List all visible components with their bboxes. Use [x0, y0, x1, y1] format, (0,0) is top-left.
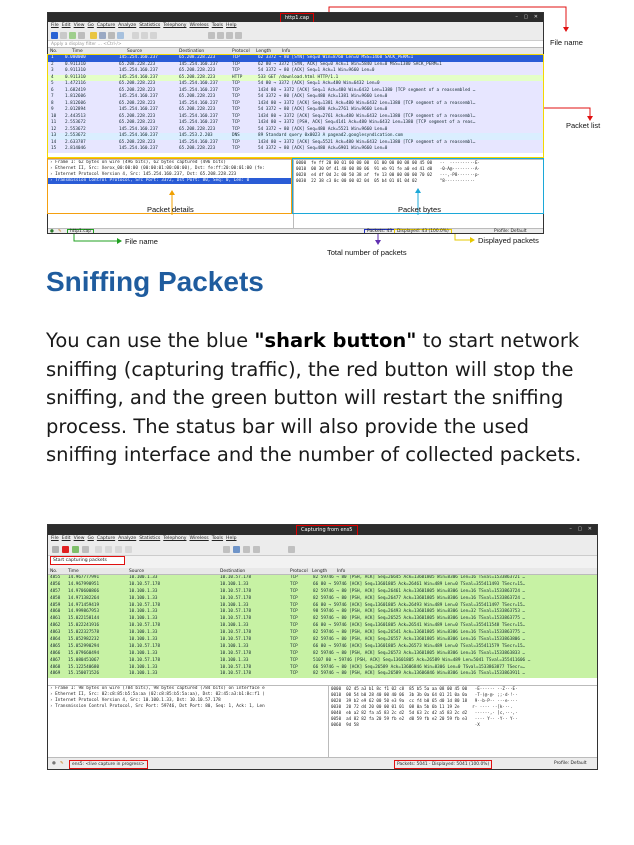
cell-no: 4858	[50, 595, 61, 601]
options-gear-icon[interactable]	[82, 546, 89, 553]
cell-src: 10.10.57.178	[129, 657, 161, 663]
packet-list-header	[48, 568, 597, 575]
cell-time: 2.012894	[65, 107, 86, 112]
hex-row: 0060 9d 58 ·X	[331, 722, 480, 727]
cell-no: 9	[51, 107, 54, 112]
detail-row[interactable]: › Ethernet II, Src: Xerox_00:00:00 (00:00:01:00:00:00), Dst: fe:ff:20:00:01:00 (fe:	[50, 166, 265, 171]
col-time[interactable]: Time	[68, 569, 79, 574]
cell-src: 65.208.228.223	[119, 120, 156, 125]
col-no[interactable]: No.	[50, 569, 58, 574]
cell-no: 14	[51, 139, 57, 145]
cell-dst: 10.100.1.33	[220, 602, 249, 608]
cell-info: 98 59746 → 80 [PSH, ACK] Seq=26493 Ack=13601805 Win=8306 Len=32 TSval=1533863753 …	[313, 609, 526, 615]
cell-src: 65.208.228.223	[119, 81, 156, 86]
cell-src: 65.208.228.223	[119, 100, 156, 106]
hex-row: 0040 eb a2 82 fa a5 83 2c d2 5d 63 2c d2 a5 83 2c d2 ······,· ]c,···,·	[331, 710, 518, 715]
cell-dst: 10.10.57.178	[220, 630, 252, 636]
cell-time: 1.812606	[65, 100, 86, 106]
status-packets-count: Packets: 43	[364, 229, 395, 234]
status-displayed-count: Displayed: 43 (100.0%)	[394, 229, 452, 234]
col-destination[interactable]: Destination	[220, 569, 246, 574]
table-row[interactable]	[48, 658, 597, 665]
hex-row: 0050 a4 82 82 fa 20 59 fb e2 d0 59 fb e2 20 59 fb e3 ···· Y·· ·Y·· Y··	[331, 716, 518, 721]
cell-no: 4855	[50, 575, 61, 580]
cell-time: 2.553672	[65, 126, 86, 132]
hex-row: 0020 39 b2 e9 62 00 50 e3 9a cc f4 b0 65 d0 1d 80 18 9··b·P·· ···e····	[331, 698, 518, 703]
status-comment-icon: ✎	[60, 761, 64, 766]
cell-info: 82 59746 → 80 [PSH, ACK] Seq=26573 Ack=13601805 Win=8306 Len=16 TSval=1533863833 …	[313, 650, 526, 656]
menu-item-view[interactable]: View	[73, 23, 85, 28]
cell-src: 10.10.57.178	[129, 602, 161, 608]
status-profile: Profile: Default	[494, 229, 527, 234]
cell-time: 2.553672	[65, 133, 86, 138]
menu-item-go[interactable]: Go	[87, 23, 94, 28]
cell-time: 15.080451067	[68, 657, 100, 663]
cell-src: 145.254.160.237	[119, 74, 158, 80]
hex-row: 0000 02 45 a3 b1 8c f1 02 c8 85 b5 5a aa 08 00 45 00 ·E······ ··Z···E·	[331, 686, 518, 691]
col-info[interactable]: Info	[282, 49, 291, 54]
cell-proto: TCP	[290, 623, 298, 629]
cell-src: 145.254.160.237	[119, 107, 158, 112]
cell-src: 10.100.1.33	[129, 609, 158, 615]
cell-proto: DNS	[232, 133, 240, 138]
menu-item-telephony[interactable]: Telephony	[163, 536, 187, 541]
cell-info: 533 GET /download.html HTTP/1.1	[258, 74, 339, 80]
menu-item-go[interactable]: Go	[87, 536, 94, 541]
cell-time: 15.052982232	[68, 637, 100, 643]
cell-dst: 10.10.57.178	[220, 575, 252, 580]
cell-dst: 10.10.57.178	[220, 650, 252, 656]
hex-row: 0000 fe ff 20 00 01 00 00 00 01 00 00 00 08 00 45 00 ·· ··········E·	[296, 160, 481, 165]
cell-time: 15.022327578	[68, 630, 100, 636]
menu-item-telephony[interactable]: Telephony	[163, 23, 187, 28]
cell-proto: HTTP	[232, 74, 243, 80]
table-row[interactable]	[48, 596, 597, 603]
cell-info: 82 59746 → 80 [PSH, ACK] Seq=26645 Ack=13601805 Win=8306 Len=16 TSval=1533863721 …	[313, 575, 526, 580]
packet-list	[48, 575, 597, 685]
cell-time: 2.553672	[65, 120, 86, 125]
cell-src: 65.208.228.223	[119, 61, 156, 67]
col-length[interactable]: Length	[256, 49, 272, 54]
cell-proto: TCP	[290, 616, 298, 622]
detail-row[interactable]: › Ethernet II, Src: 02:c8:85:b5:5a:aa (02:c8:85:b5:5a:aa), Dst: 02:45:a3:b1:8c:f1 (	[50, 692, 265, 697]
detail-row[interactable]: › Transmission Control Protocol, Src Port: 59746, Dst Port: 80, Seq: 1, Ack: 1, Len	[50, 704, 265, 709]
menu-item-help[interactable]: Help	[226, 536, 237, 541]
cell-src: 65.208.228.223	[119, 113, 156, 119]
cell-src: 145.254.160.237	[119, 55, 158, 60]
cell-src: 145.254.160.237	[119, 146, 158, 151]
cell-proto: TCP	[290, 643, 298, 649]
cell-info: 54 3372 → 80 [ACK] Seq=480 Ack=5521 Win=9660 Len=0	[258, 126, 388, 132]
cell-time: 15.150071526	[68, 671, 100, 677]
cell-info: 54 3372 → 80 [ACK] Seq=1 Ack=1 Win=9660 Len=0	[258, 68, 375, 73]
cell-proto: TCP	[290, 602, 298, 608]
annotation-file-name-top: File name	[550, 38, 583, 47]
cell-time: 15.022241916	[68, 623, 100, 629]
cell-proto: TCP	[290, 609, 298, 615]
cell-dst: 65.208.228.223	[179, 94, 216, 99]
display-filter-input[interactable]: Apply a display filter … <Ctrl-/>	[48, 41, 543, 48]
para-part-1: You can use the blue	[46, 329, 255, 352]
menu-item-capture[interactable]: Capture	[96, 536, 116, 541]
cell-no: 4859	[50, 602, 61, 608]
cell-time: 14.967777991	[68, 575, 100, 580]
cell-info: 89 Standard query 0x0023 A pagead2.googlesyndication.com	[258, 133, 403, 138]
save-file-icon[interactable]	[105, 546, 112, 553]
cell-no: 4857	[50, 588, 61, 594]
menu-item-tools[interactable]: Tools	[211, 536, 224, 541]
cell-dst: 145.254.160.237	[179, 100, 218, 106]
hex-row: 0030 22 38 c3 0c 00 00 02 04 05 b4 01 01 04 02 "8············	[296, 178, 475, 183]
title-bar	[48, 525, 597, 535]
status-packets-count: Packets: 5041 · Displayed: 5041 (100.0%)	[394, 760, 492, 769]
cell-src: 145.254.160.237	[119, 126, 158, 132]
annotation-packet-details: Packet details	[147, 205, 194, 214]
cell-proto: TCP	[232, 113, 240, 119]
cell-time: 14.999867953	[68, 609, 100, 615]
section-paragraph	[46, 327, 606, 470]
cell-dst: 10.100.1.33	[220, 581, 249, 587]
close-file-icon[interactable]	[115, 546, 122, 553]
col-destination[interactable]: Destination	[179, 49, 205, 54]
col-length[interactable]: Length	[312, 569, 328, 574]
cell-src: 10.100.1.33	[129, 575, 158, 580]
menu-item-view[interactable]: View	[73, 536, 85, 541]
cell-dst: 145.254.160.237	[179, 61, 218, 67]
cell-no: 4864	[50, 637, 61, 643]
cell-dst: 10.10.57.178	[220, 609, 252, 615]
cell-time: 14.971382264	[68, 595, 100, 601]
cell-no: 4865	[50, 643, 61, 649]
menu-item-tools[interactable]: Tools	[211, 23, 224, 28]
cell-no: 1	[51, 55, 54, 60]
window-controls-icon: – ▢ ✕	[569, 526, 594, 532]
cell-src: 10.100.1.33	[129, 637, 158, 643]
cell-dst: 10.10.57.178	[220, 616, 252, 622]
table-row[interactable]	[48, 671, 597, 678]
colorize-icon[interactable]	[223, 546, 230, 553]
cell-time: 15.052990294	[68, 643, 100, 649]
cell-info: 5107 80 → 59746 [PSH, ACK] Seq=13601805 Ack=26589 Win=489 Len=5041 TSval=355411606 …	[313, 657, 531, 663]
cell-info: 66 80 → 59746 [ACK] Seq=13601805 Ack=26573 Win=489 Len=0 TSval=355411579 TSecr=15…	[313, 643, 526, 649]
toolbar	[48, 543, 597, 556]
menu-item-file[interactable]: File	[51, 23, 59, 28]
cell-no: 4868	[50, 664, 61, 670]
menu-item-edit[interactable]: Edit	[61, 536, 71, 541]
cell-time: 15.079660494	[68, 650, 100, 656]
cell-info: 82 59746 → 80 [PSH, ACK] Seq=26525 Ack=13601805 Win=8306 Len=16 TSval=1533863775 …	[313, 616, 526, 622]
detail-row[interactable]: › Frame 1: 62 bytes on wire (496 bits), 62 bytes captured (496 bits)	[50, 160, 226, 165]
cell-time: 2.814046	[65, 146, 86, 151]
cell-proto: TCP	[232, 107, 240, 112]
cell-no: 12	[51, 126, 57, 132]
cell-no: 5	[51, 81, 54, 86]
cell-time: 14.971459419	[68, 602, 100, 608]
cell-no: 6	[51, 87, 54, 93]
cell-proto: TCP	[290, 595, 298, 601]
annotation-file-name-bottom: File name	[125, 237, 158, 246]
cell-dst: 145.253.2.203	[179, 133, 213, 138]
annotation-arrows	[0, 0, 634, 262]
cell-proto: TCP	[290, 650, 298, 656]
cell-src: 10.100.1.33	[129, 588, 158, 594]
cell-dst: 145.254.160.237	[179, 139, 218, 145]
cell-time: 1.472116	[65, 81, 86, 86]
window-controls-icon: – ▢ ✕	[515, 14, 540, 20]
cell-src: 10.100.1.33	[129, 616, 158, 622]
menu-item-analyze[interactable]: Analyze	[118, 23, 137, 28]
cell-proto: TCP	[290, 664, 298, 670]
cell-no: 4867	[50, 657, 61, 663]
cell-no: 4861	[50, 616, 61, 622]
cell-proto: TCP	[232, 87, 240, 93]
cell-proto: TCP	[290, 630, 298, 636]
table-row[interactable]	[48, 630, 597, 637]
cell-src: 10.100.1.33	[129, 671, 158, 677]
cell-no: 10	[51, 113, 57, 119]
cell-src: 10.100.1.33	[129, 664, 158, 670]
status-profile: Profile: Default	[554, 761, 587, 766]
shark-fin-start-icon[interactable]	[52, 546, 59, 553]
cell-dst: 10.100.1.33	[220, 657, 249, 663]
stop-capture-icon[interactable]	[62, 546, 69, 553]
annotation-total-packets: Total number of packets	[327, 248, 407, 257]
cell-src: 145.254.160.237	[119, 68, 158, 73]
cell-dst: 145.254.160.237	[179, 120, 218, 125]
cell-src: 10.100.1.33	[129, 650, 158, 656]
cell-no: 13	[51, 133, 57, 138]
cell-info: 66 80 → 59746 [ACK] Seq=13601805 Ack=26461 Win=489 Len=0 TSval=355411493 TSecr=15…	[313, 581, 526, 587]
menu-bar	[48, 535, 597, 543]
col-source[interactable]: Source	[129, 569, 145, 574]
para-bold-shark-button: "shark button"	[254, 329, 417, 352]
table-row[interactable]	[48, 589, 597, 596]
status-interface: ens5: <live capture in progress>	[69, 760, 148, 769]
cell-info: 1434 80 → 3372 [ACK] Seq=5521 Ack=480 Win=6432 Len=1380 [TCP segment of a reassembl…	[258, 139, 476, 145]
zoom-in-icon[interactable]	[243, 546, 250, 553]
cell-info: 62 3372 → 80 [SYN] Seq=0 Win=8760 Len=0 MSS=1460 SACK_PERM=1	[258, 55, 414, 60]
status-bar	[48, 757, 597, 769]
cell-proto: TCP	[290, 637, 298, 643]
table-row[interactable]	[48, 644, 597, 651]
cell-no: 3	[51, 68, 54, 73]
menu-item-wireless[interactable]: Wireless	[189, 23, 209, 28]
cell-src: 145.254.160.237	[119, 133, 158, 138]
cell-no: 4856	[50, 581, 61, 587]
cell-src: 10.100.1.33	[129, 630, 158, 636]
menu-item-statistics[interactable]: Statistics	[139, 23, 161, 28]
hex-row: 0030 20 72 d4 20 00 00 01 01 08 0a 5b 6b 11 19 2e r· ···· ··[k···.	[331, 704, 513, 709]
reload-icon[interactable]	[125, 546, 132, 553]
cell-proto: TCP	[290, 581, 298, 587]
cell-no: 4862	[50, 623, 61, 629]
cell-dst: 10.100.1.33	[220, 643, 249, 649]
cell-info: 1434 80 → 3372 [ACK] Seq=2761 Ack=480 Win=6432 Len=1380 [TCP segment of a reassembl…	[258, 113, 476, 119]
cell-info: 66 80 → 59746 [ACK] Seq=13601805 Ack=26493 Win=489 Len=0 TSval=355411497 TSecr=15…	[313, 602, 526, 608]
detail-row[interactable]: › Frame 1: 98 bytes on wire (784 bits), 98 bytes captured (784 bits) on interface e	[50, 686, 265, 691]
status-comment-icon: ✎	[58, 229, 62, 234]
cell-time: 1.812606	[65, 94, 86, 99]
menu-item-analyze[interactable]: Analyze	[118, 536, 137, 541]
cell-info: 82 59746 → 80 [PSH, ACK] Seq=26461 Ack=13601805 Win=8306 Len=16 TSval=1533863724 …	[313, 588, 526, 594]
cell-proto: TCP	[232, 94, 240, 99]
cell-info: 54 3372 → 80 [ACK] Seq=480 Ack=6901 Win=9660 Len=0	[258, 146, 388, 151]
table-row[interactable]	[48, 651, 597, 658]
status-ready-icon: ●	[52, 761, 56, 766]
cell-dst: 65.208.228.223	[179, 68, 216, 73]
autoscroll-icon[interactable]	[233, 546, 240, 553]
cell-dst: 10.10.57.178	[220, 595, 252, 601]
cell-time: 2.633787	[65, 139, 86, 145]
cell-time: 0.911310	[65, 74, 86, 80]
cell-proto: TCP	[232, 120, 240, 125]
cell-info: 1434 80 → 3372 [PSH, ACK] Seq=4141 Ack=480 Win=6432 Len=1380 [TCP segment of a reas…	[258, 120, 476, 125]
cell-info: 54 3372 → 80 [ACK] Seq=480 Ack=2761 Win=9660 Len=0	[258, 107, 388, 112]
cell-proto: TCP	[232, 81, 240, 86]
cell-src: 145.254.160.237	[119, 94, 158, 99]
table-row[interactable]	[48, 582, 597, 589]
cell-proto: TCP	[290, 657, 298, 663]
menu-item-wireless[interactable]: Wireless	[189, 536, 209, 541]
cell-dst: 10.10.57.178	[220, 664, 252, 670]
cell-no: 11	[51, 120, 57, 125]
cell-no: 8	[51, 100, 54, 106]
cell-dst: 65.208.228.223	[179, 55, 216, 60]
cell-info: 82 59746 → 80 [PSH, ACK] Seq=26589 Ack=13606846 Win=8306 Len=16 TSval=1533863911 …	[313, 671, 526, 677]
cell-no: 4	[51, 74, 54, 80]
table-row[interactable]	[48, 575, 597, 582]
status-ready-icon: ●	[50, 229, 54, 234]
cell-proto: TCP	[232, 139, 240, 145]
cell-proto: TCP	[232, 68, 240, 73]
cell-proto: TCP	[232, 55, 240, 60]
detail-row[interactable]: › Internet Protocol Version 4, Src: 10.100.1.33, Dst: 10.10.57.178	[50, 698, 221, 703]
cell-info: 1434 80 → 3372 [ACK] Seq=1 Ack=480 Win=6432 Len=1380 [TCP segment of a reassembled …	[258, 87, 476, 93]
cell-info: 54 3372 → 80 [ACK] Seq=480 Ack=1381 Win=9660 Len=0	[258, 94, 388, 99]
cell-time: 14.967990951	[68, 581, 100, 587]
cell-dst: 10.10.57.178	[220, 637, 252, 643]
cell-dst: 65.208.228.223	[179, 107, 216, 112]
cell-proto: TCP	[290, 588, 298, 594]
cell-info: 82 59746 → 80 [PSH, ACK] Seq=26557 Ack=13601805 Win=8306 Len=16 TSval=1533863806 …	[313, 637, 526, 643]
cell-dst: 10.10.57.178	[220, 588, 252, 594]
col-source[interactable]: Source	[127, 49, 143, 54]
col-protocol[interactable]: Protocol	[232, 49, 250, 54]
cell-dst: 145.254.160.237	[179, 81, 218, 86]
cell-time: 15.122540680	[68, 664, 100, 670]
col-info[interactable]: Info	[337, 569, 346, 574]
cell-info: 66 80 → 59746 [ACK] Seq=13601805 Ack=26541 Win=489 Len=0 TSval=355411548 TSecr=15…	[313, 623, 526, 629]
cell-dst: 65.208.228.223	[179, 146, 216, 151]
cell-proto: TCP	[232, 61, 240, 67]
col-time[interactable]: Time	[72, 49, 83, 54]
cell-info: 82 59746 → 80 [PSH, ACK] Seq=26541 Ack=13601805 Win=8306 Len=16 TSval=1533863775 …	[313, 630, 526, 636]
open-file-icon[interactable]	[95, 546, 102, 553]
cell-dst: 10.10.57.178	[220, 671, 252, 677]
cell-time: 0.911310	[65, 61, 86, 67]
menu-item-capture[interactable]: Capture	[96, 23, 116, 28]
cell-proto: TCP	[290, 671, 298, 677]
cell-no: 4866	[50, 650, 61, 656]
col-protocol[interactable]: Protocol	[290, 569, 308, 574]
cell-no: 4869	[50, 671, 61, 677]
cell-proto: TCP	[290, 575, 298, 580]
cell-dst: 65.208.228.223	[179, 126, 216, 132]
restart-capture-icon[interactable]	[72, 546, 79, 553]
cell-time: 0.911310	[65, 68, 86, 73]
cell-proto: TCP	[232, 146, 240, 151]
section-title: Sniffing Packets	[46, 266, 264, 297]
cell-proto: TCP	[232, 100, 240, 106]
cell-time: 2.443513	[65, 113, 86, 119]
cell-src: 65.208.228.223	[119, 87, 156, 93]
packet-bytes-pane	[328, 685, 598, 759]
hex-row: 0010 00 54 b0 28 40 00 40 06 3b 3b 0a 64 01 21 0a 0a ·T·(@·@· ;;·d·!··	[331, 692, 518, 697]
cell-src: 10.10.57.178	[129, 581, 161, 587]
wireshark-window-2	[47, 524, 598, 770]
cell-dst: 10.100.1.33	[220, 623, 249, 629]
annotation-packet-bytes: Packet bytes	[398, 205, 441, 214]
packet-details-pane	[48, 685, 328, 759]
cell-dst: 145.254.160.237	[179, 87, 218, 93]
cell-info: 82 59746 → 80 [PSH, ACK] Seq=26477 Ack=13601805 Win=8306 Len=16 TSval=1533863724 …	[313, 595, 526, 601]
cell-time: 1.682419	[65, 87, 86, 93]
cell-proto: TCP	[232, 126, 240, 132]
hex-row: 0010 00 30 0f 41 40 00 80 06 91 eb 91 fe a0 ed 41 d0 ·0·A@·········A·	[296, 166, 481, 171]
cell-info: 62 80 → 3372 [SYN, ACK] Seq=0 Ack=1 Win=5840 Len=0 MSS=1380 SACK_PERM=1	[258, 61, 442, 67]
menu-item-help[interactable]: Help	[226, 23, 237, 28]
cell-no: 15	[51, 146, 57, 151]
annotation-displayed-packets: Displayed packets	[478, 236, 539, 245]
menu-item-statistics[interactable]: Statistics	[139, 536, 161, 541]
window-title: http1.cap	[280, 13, 314, 23]
figure-wireshark-overview	[0, 0, 634, 262]
cell-src: 65.208.228.223	[119, 139, 156, 145]
cell-info: 54 80 → 3372 [ACK] Seq=1 Ack=480 Win=6432 Len=0	[258, 81, 380, 86]
cell-time: 15.022158144	[68, 616, 100, 622]
resize-columns-icon[interactable]	[288, 546, 295, 553]
detail-row[interactable]: › Internet Protocol Version 4, Src: 145.254.160.237, Dst: 65.208.228.223	[50, 172, 237, 177]
table-row[interactable]	[48, 637, 597, 644]
menu-item-file[interactable]: File	[51, 536, 59, 541]
cell-info: 1434 80 → 3372 [ACK] Seq=1381 Ack=480 Win=6432 Len=1380 [TCP segment of a reassembl…	[258, 100, 476, 106]
zoom-out-icon[interactable]	[253, 546, 260, 553]
cell-src: 10.10.57.178	[129, 623, 161, 629]
col-no[interactable]: No.	[50, 49, 58, 54]
cell-info: 66 59746 → 80 [ACK] Seq=26589 Ack=13606846 Win=8306 Len=0 TSval=1533863877 TSecr=…	[313, 664, 526, 670]
cell-no: 4860	[50, 609, 61, 615]
cell-src: 10.10.57.178	[129, 643, 161, 649]
detail-row[interactable]: › Transmission Control Protocol, Src Port: 3372, Dst Port: 80, Seq: 0, Len: 0	[48, 178, 293, 184]
hex-row: 0020 e4 df 0d 2c 00 50 38 af fe 13 00 00 00 00 70 02 ···,·P8·······p·	[296, 172, 481, 177]
menu-item-edit[interactable]: Edit	[61, 23, 71, 28]
window-title: Capturing from ens5	[296, 525, 358, 536]
cell-no: 7	[51, 94, 54, 99]
cell-no: 4863	[50, 630, 61, 636]
status-file-name: http1.cap	[67, 229, 94, 234]
cell-dst: 145.254.160.237	[179, 113, 218, 119]
para-part-2: to start network sniffing (capturing traffic), the red button will stop the sniffing, and the green button will restart the sniffing process. The status bar will also provide the used sniffing interface and the number of collected packets.	[46, 329, 582, 466]
cell-dst: 65.208.228.223	[179, 74, 216, 80]
cell-time: 0.000000	[65, 55, 86, 60]
annotation-packet-list: Packet list	[566, 121, 601, 130]
cell-no: 2	[51, 61, 54, 67]
cell-time: 14.970600866	[68, 588, 100, 594]
start-capturing-tooltip: Start capturing packets	[50, 556, 125, 565]
cell-src: 10.100.1.33	[129, 595, 158, 601]
